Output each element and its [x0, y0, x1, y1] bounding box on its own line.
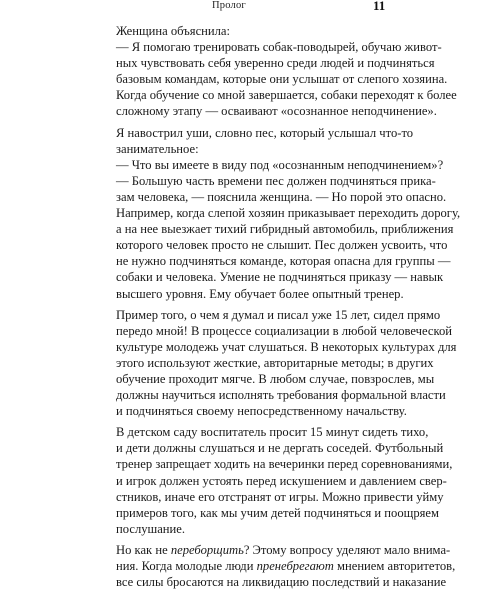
- text-line: базовым командам, которые они услышат от слепого хозяина.: [116, 72, 448, 87]
- text-line: а на нее выезжает тихий гибридный автомобиль, приближения: [116, 222, 454, 237]
- text-line: Я навострил уши, словно пес, который услышал что-то: [116, 125, 414, 140]
- text-line: собаки и человека. Умение не подчиняться приказу — навык: [116, 270, 444, 285]
- text-line: этого используют жесткие, авторитарные методы; в других: [116, 355, 434, 370]
- text-line: стников, иначе его отстранят от игры. Можно привести уйму: [116, 489, 444, 504]
- text-line: зам человека, — пояснила женщина. — Но порой это опасно.: [116, 189, 447, 204]
- text-line: ния. Когда молодые люди пренебрегают мнением авторитетов,: [116, 559, 456, 573]
- text-line: не нужно подчиняться команде, которая опасна для группы —: [116, 254, 451, 269]
- text-line: В детском саду воспитатель просит 15 минут сидеть тихо,: [116, 425, 429, 440]
- text-line: передо мной! В процессе социализации в любой человеческой: [116, 323, 452, 338]
- text-line: Пример того, о чем я думал и писал уже 15 лет, сидел прямо: [116, 307, 441, 322]
- text-line: занимательное:: [116, 141, 199, 156]
- text-line: примеров того, как мы учим детей подчиняться и поощряем: [116, 505, 439, 520]
- text-line: и подчиняться своему непосредственному начальству.: [116, 404, 407, 419]
- text-line: — Что вы имеете в виду под «осознанным неподчинением»?: [116, 157, 444, 172]
- text-line: высшего уровня. Ему обучает более опытный тренер.: [116, 286, 404, 301]
- text-line: тренер запрещает ходить на вечеринки перед соревнованиями,: [116, 457, 453, 472]
- body-text: [116, 23, 461, 590]
- text-line: все силы бросаются на ликвидацию последствий и наказание: [116, 575, 447, 590]
- text-line: Но как не переборщить? Этому вопросу уделяют мало внима-: [116, 542, 451, 557]
- text-line: Например, когда слепой хозяин приказывает переходить дорогу,: [116, 206, 461, 221]
- page-number: 11: [373, 0, 386, 13]
- running-head: Пролог: [212, 0, 246, 11]
- text-line: — Большую часть времени пес должен подчиняться прика-: [116, 173, 436, 188]
- text-line: Женщина объяснила:: [116, 24, 231, 38]
- text-line: культуре молодежь учат слушаться. В некоторых культурах для: [116, 339, 457, 354]
- text-line: должны научиться исполнять требования формальной власти: [116, 388, 446, 403]
- text-line: обучение проходит мягче. В любом случае, повзрослев, мы: [116, 371, 435, 386]
- text-line: сложному этапу — осваивают «осознанное неподчинение».: [116, 104, 437, 119]
- text-line: послушание.: [116, 521, 186, 536]
- text-line: и дети должны слушаться и не дергать соседей. Футбольный: [116, 441, 444, 456]
- text-line: и игрок должен устоять перед искушением и давлением свер-: [116, 473, 447, 488]
- text-line: — Я помогаю тренировать собак-поводырей, обучаю живот-: [116, 40, 442, 55]
- text-line: Когда обучение со мной завершается, собаки переходят к более: [116, 88, 457, 103]
- text-line: которого человек просто не слышит. Пес должен усвоить, что: [116, 238, 448, 253]
- text-line: ных чувствовать себя уверенно среди людей и подчиняться: [116, 56, 435, 71]
